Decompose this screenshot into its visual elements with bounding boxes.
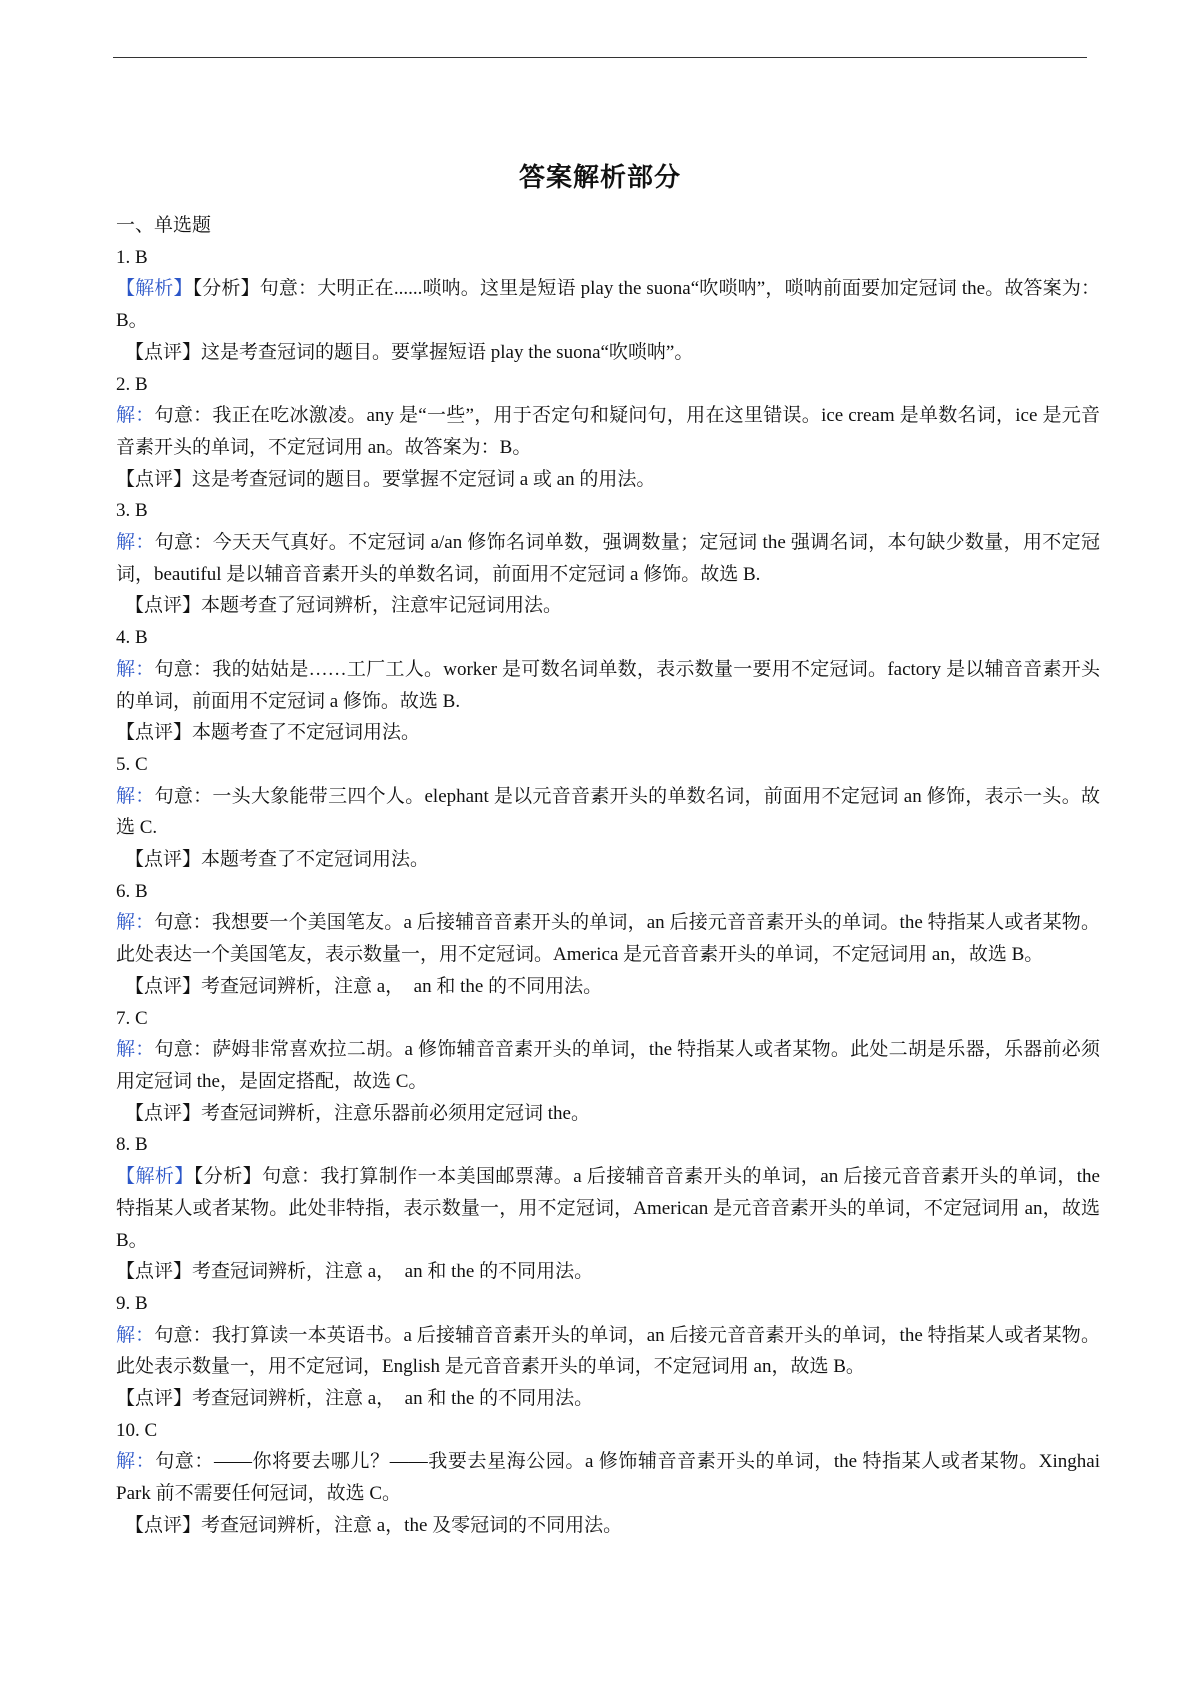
explanation-tag: 解： [116, 532, 155, 554]
explanation-tag: 解： [116, 1451, 156, 1473]
explanation-tag: 解： [116, 785, 155, 807]
explanation [116, 1034, 1100, 1097]
answer-item [116, 876, 1100, 1003]
explanation-tag: 解： [116, 658, 155, 680]
header-rule [113, 57, 1087, 58]
explanation-text: 句意：我的姑姑是……工厂工人。worker 是可数名词单数，表示数量一要用不定冠词。factory 是以辅音音素开头的单词，前面用不定冠词 a 修饰。故选 B. [116, 658, 1100, 712]
explanation [116, 1446, 1100, 1509]
answer-item [116, 749, 1100, 876]
answer-number: 8. B [116, 1134, 148, 1156]
explanation-tag: 【解析】 [116, 278, 193, 300]
answer-list [116, 242, 1100, 1542]
explanation [116, 273, 1100, 336]
answer-item [116, 1129, 1100, 1288]
answer-number: 1. B [116, 246, 148, 268]
answer-item [116, 622, 1100, 749]
explanation-tag: 解： [116, 912, 155, 934]
explanation [116, 654, 1100, 717]
explanation-text: 【分析】句意：我打算制作一本美国邮票薄。a 后接辅音音素开头的单词，an 后接元音音素开头的单词，the 特指某人或者某物。此处非特指，表示数量一，用不定冠词，American 是元音音素开头的单词，不定冠词用 an，故选 B。 [116, 1166, 1100, 1251]
explanation-text: 句意：我想要一个美国笔友。a 后接辅音音素开头的单词，an 后接元音音素开头的单词。the 特指某人或者某物。此处表达一个美国笔友，表示数量一，用不定冠词。America 是元音音素开头的单词，不定冠词用 an，故选 B。 [116, 912, 1100, 966]
answer-number: 6. B [116, 880, 148, 902]
explanation-text: 句意：我打算读一本英语书。a 后接辅音音素开头的单词，an 后接元音音素开头的单词，the 特指某人或者某物。此处表示数量一，用不定冠词，English 是元音音素开头的单词，不定冠词用 an，故选 B。 [116, 1324, 1100, 1378]
comment: 【点评】考查冠词辨析，注意 a， an 和 the 的不同用法。 [125, 975, 603, 997]
explanation-text: 【分析】句意：大明正在......唢呐。这里是短语 play the suona“吹唢呐”，唢呐前面要加定冠词 the。故答案为：B。 [116, 278, 1100, 332]
comment: 【点评】这是考查冠词的题目。要掌握不定冠词 a 或 an 的用法。 [116, 468, 656, 490]
page-title: 答案解析部分 [518, 163, 681, 193]
answer-item [116, 495, 1100, 622]
answer-number: 10. C [116, 1419, 158, 1441]
comment: 【点评】考查冠词辨析，注意 a，the 及零冠词的不同用法。 [125, 1514, 623, 1536]
explanation [116, 781, 1100, 844]
explanation [116, 907, 1100, 970]
comment: 【点评】考查冠词辨析，注意 a， an 和 the 的不同用法。 [116, 1261, 594, 1283]
comment: 【点评】考查冠词辨析，注意乐器前必须用定冠词 the。 [125, 1102, 590, 1124]
explanation-text: 句意：今天天气真好。不定冠词 a/an 修饰名词单数，强调数量；定冠词 the 强调名词，本句缺少数量，用不定冠词，beautiful 是以辅音音素开头的单数名词，前面用不定冠词 a 修饰。故选 B. [116, 532, 1100, 585]
comment: 【点评】本题考查了不定冠词用法。 [116, 722, 421, 744]
answer-number: 3. B [116, 500, 148, 522]
answer-item [116, 1415, 1100, 1542]
comment: 【点评】这是考查冠词的题目。要掌握短语 play the suona“吹唢呐”。 [125, 341, 694, 363]
explanation-tag: 解： [116, 1324, 155, 1346]
explanation-text: 句意：我正在吃冰激凌。any 是“一些”，用于否定句和疑问句，用在这里错误。ice cream 是单数名词，ice 是元音音素开头的单词，不定冠词用 an。故答案为：B。 [116, 405, 1100, 458]
section-title: 一、单选题 [116, 215, 212, 236]
explanation [116, 1320, 1100, 1383]
answer-number: 9. B [116, 1292, 148, 1314]
answer-content [116, 210, 1100, 1542]
comment: 【点评】本题考查了冠词辨析，注意牢记冠词用法。 [125, 595, 563, 617]
answer-item [116, 1003, 1100, 1130]
explanation [116, 400, 1100, 463]
answer-number: 4. B [116, 627, 148, 649]
explanation-text: 句意：萨姆非常喜欢拉二胡。a 修饰辅音音素开头的单词，the 特指某人或者某物。此处二胡是乐器，乐器前必须用定冠词 the，是固定搭配，故选 C。 [116, 1039, 1100, 1092]
answer-item [116, 242, 1100, 369]
answer-number: 2. B [116, 373, 148, 395]
answer-item [116, 1288, 1100, 1415]
answer-number: 7. C [116, 1007, 148, 1029]
comment: 【点评】本题考查了不定冠词用法。 [125, 849, 430, 871]
explanation-tag: 解： [116, 405, 155, 427]
comment: 【点评】考查冠词辨析，注意 a， an 和 the 的不同用法。 [116, 1388, 594, 1410]
explanation-tag: 【解析】 [116, 1166, 194, 1188]
explanation [116, 1161, 1100, 1256]
explanation-text: 句意：一头大象能带三四个人。elephant 是以元音音素开头的单数名词，前面用不定冠词 an 修饰，表示一头。故选 C. [116, 785, 1100, 839]
answer-item [116, 369, 1100, 496]
explanation [116, 527, 1100, 590]
explanation-tag: 解： [116, 1039, 155, 1061]
answer-number: 5. C [116, 753, 148, 775]
explanation-text: 句意：——你将要去哪儿？——我要去星海公园。a 修饰辅音音素开头的单词，the 特指某人或者某物。Xinghai Park 前不需要任何冠词，故选 C。 [116, 1451, 1100, 1505]
